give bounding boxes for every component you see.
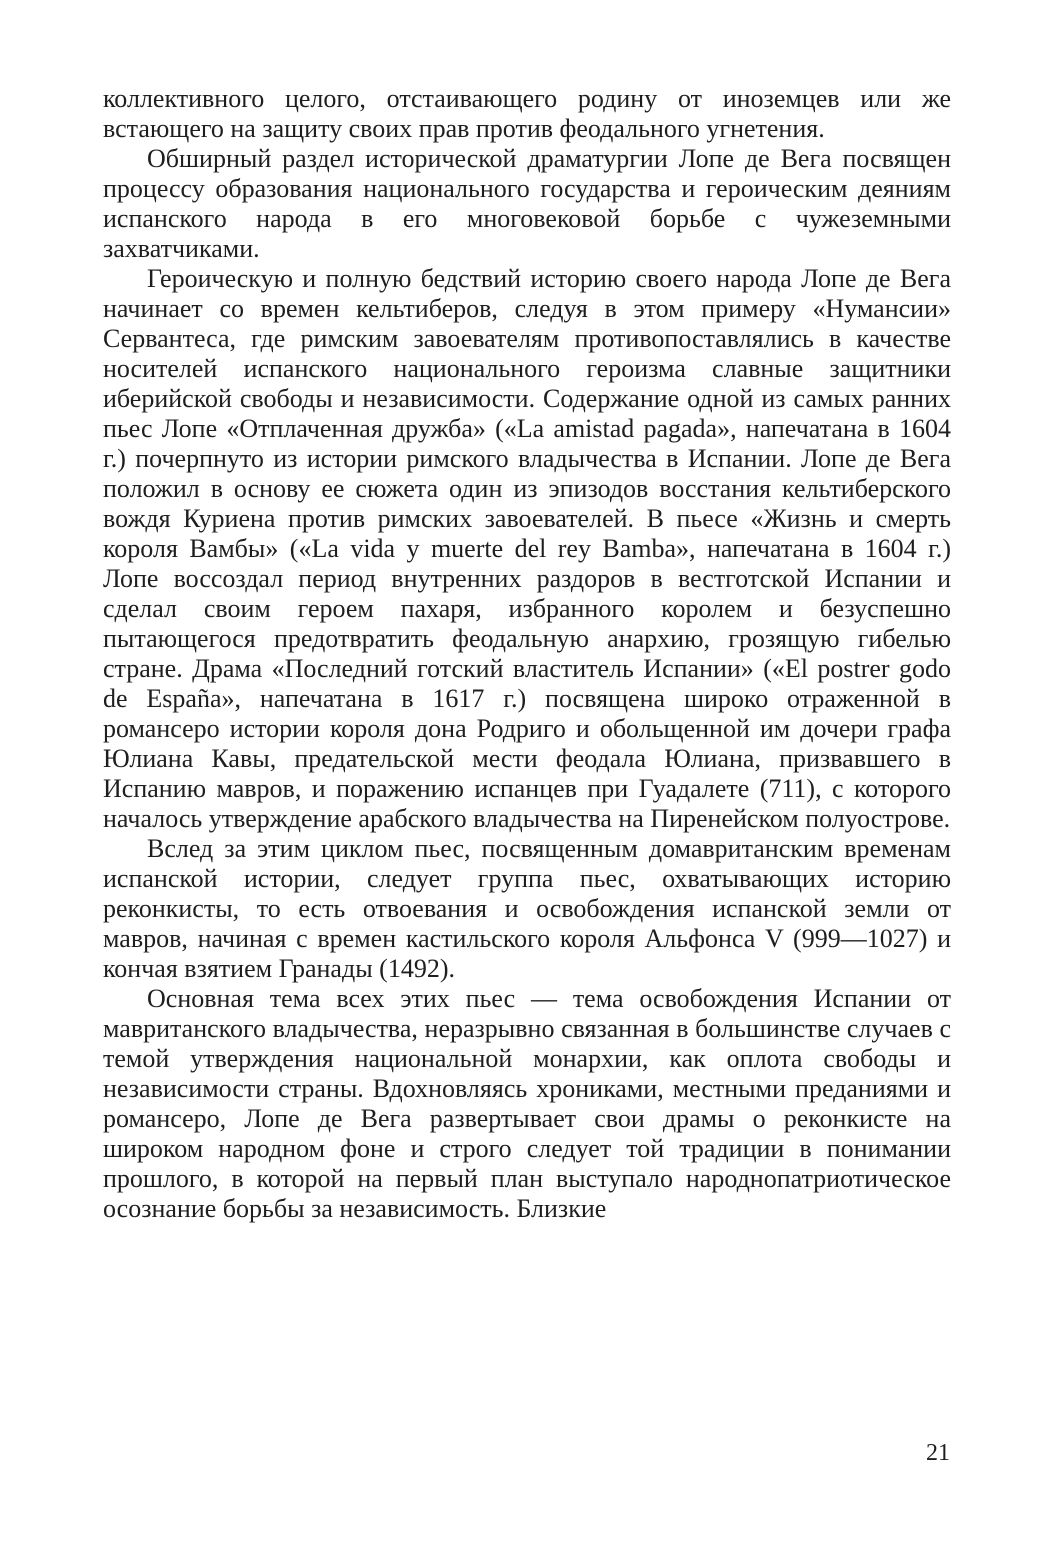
page-number: 21 bbox=[926, 1440, 950, 1466]
paragraph-3: Героическую и полную бедствий историю своего народа Лопе де Вега начинает со времен кельтиберов, следуя в этом примеру «Нумансии» Сервантеса, где римским завоевателям противопоставлялись в качестве носителей испанского национального героизма славные защитники иберийской свободы и независимости. Содержание одной из самых ранних пьес Лопе «Отплаченная дружба» («La amistad pagada», напечатана в 1604 г.) почерпнуто из истории римского владычества в Испании. Лопе де Вега положил в основу ее сюжета один из эпизодов восстания кельтиберского вождя Куриена против римских завоевателей. В пьесе «Жизнь и смерть короля Вамбы» («La vida y muerte del rey Bamba», напечатана в 1604 г.) Лопе воссоздал период внутренних раздоров в вестготской Испании и сделал своим героем пахаря, избранного королем и безуспешно пытающегося предотвратить феодальную анархию, грозящую гибелью стране. Драма «Последний готский властитель Испании» («El postrer godo de España», напечатана в 1617 г.) посвящена широко отраженной в романсеро истории короля дона Родриго и обольщенной им дочери графа Юлиана Кавы, предательской мести феодала Юлиана, призвавшего в Испанию мавров, и поражению испанцев при Гуадалете (711), с которого началось утверждение арабского владычества на Пиренейском полуострове. bbox=[103, 264, 951, 833]
paragraph-5: Основная тема всех этих пьес — тема освобождения Испании от мавританского владычества, неразрывно связанная в большинстве случаев с темой утверждения национальной монархии, как оплота свободы и независимости страны. Вдохновляясь хрониками, местными преданиями и романсеро, Лопе де Вега развертывает свои драмы о реконкисте на широком народном фоне и строго следует той традиции в понимании прошлого, в которой на первый план выступало народнопатриотическое осознание борьбы за независимость. Близкие bbox=[103, 984, 951, 1223]
paragraph-2: Обширный раздел исторической драматургии Лопе де Вега посвящен процессу образования национального государства и героическим деяниям испанского народа в его многовековой борьбе с чужеземными захватчиками. bbox=[103, 144, 951, 263]
paragraph-4: Вслед за этим циклом пьес, посвященным домавританским временам испанской истории, следует группа пьес, охватывающих историю реконкисты, то есть отвоевания и освобождения испанской земли от мавров, начиная с времен кастильского короля Альфонса V (999—1027) и кончая взятием Гранады (1492). bbox=[103, 834, 951, 983]
page-body bbox=[103, 84, 951, 1224]
paragraph-1: коллективного целого, отстаивающего родину от иноземцев или же встающего на защиту своих прав против феодального угнетения. bbox=[103, 84, 951, 143]
